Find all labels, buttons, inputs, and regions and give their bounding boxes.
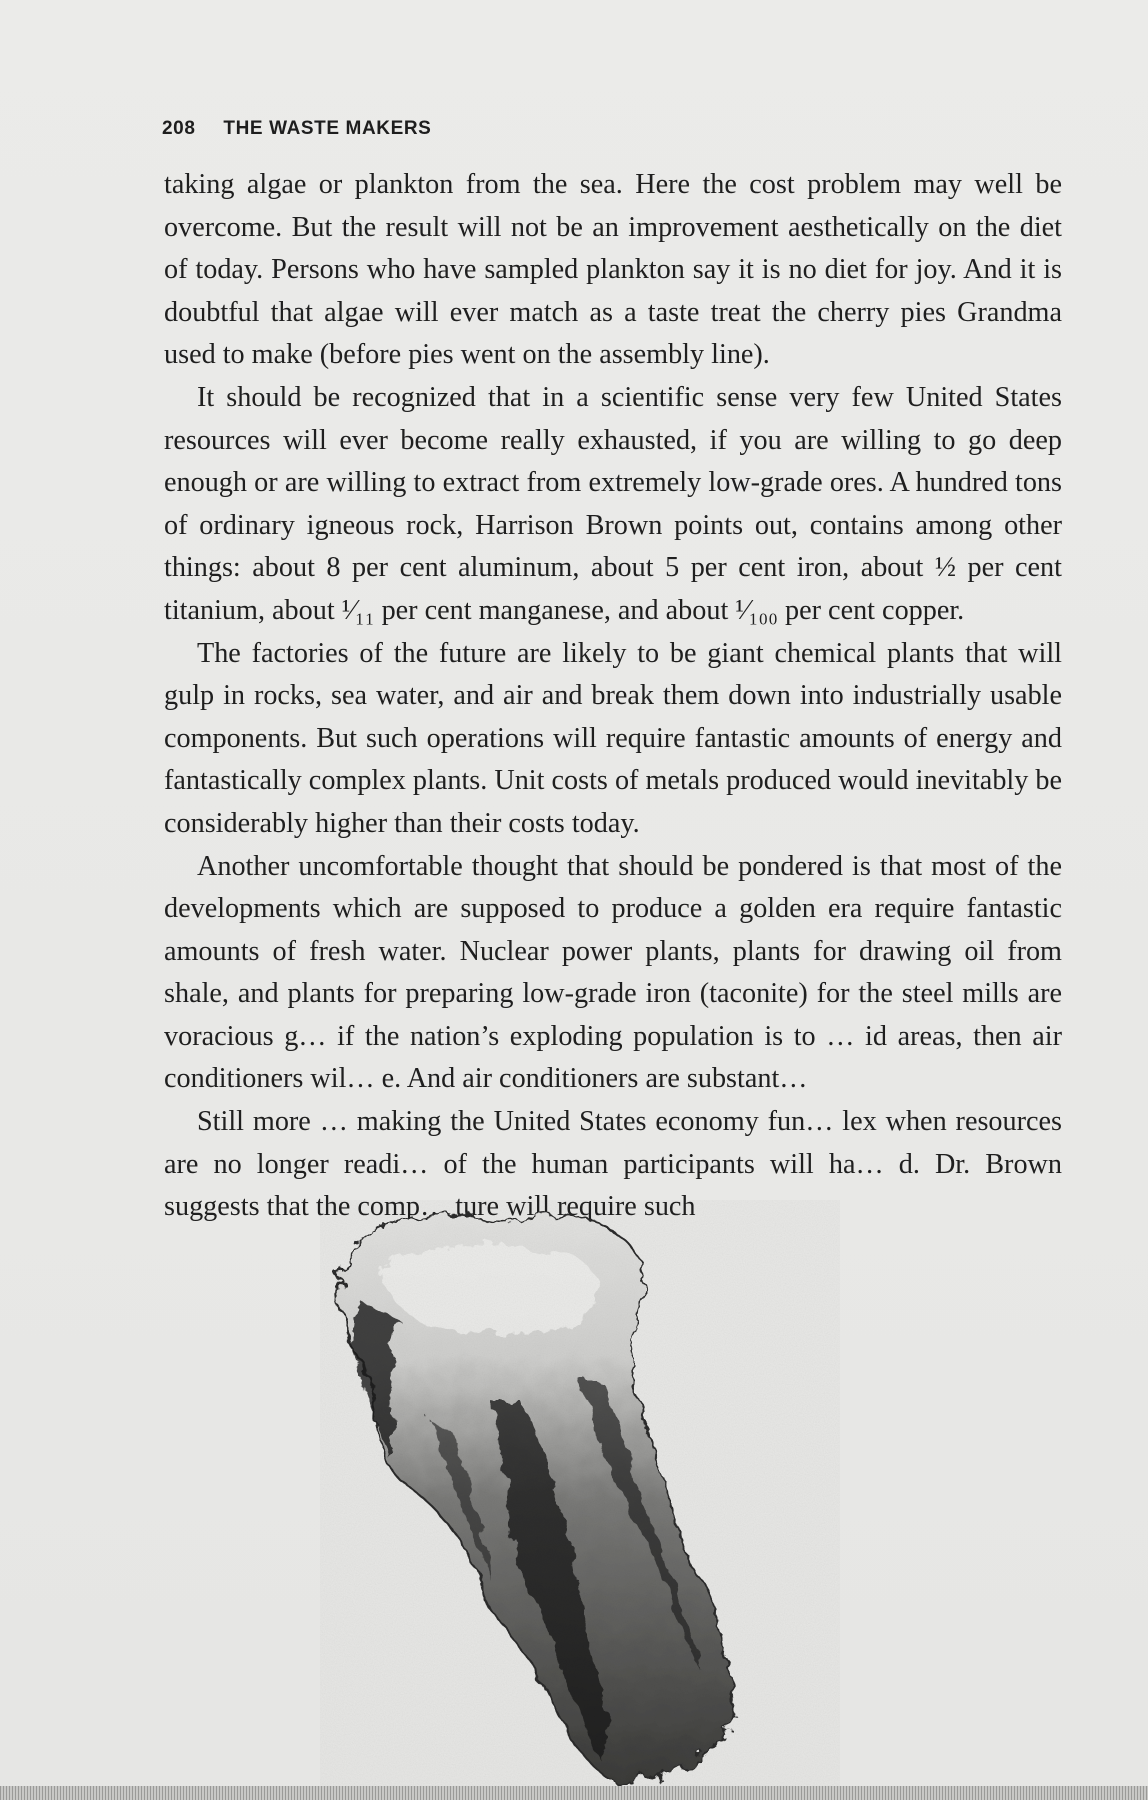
- scanner-edge: [0, 1786, 1148, 1800]
- paragraph-2: It should be recognized that in a scientific sense very few United States resources will ever become really exhausted, if you are willing to go deep enough or are willing to extract from extremely low-grade ores. A hundred tons of ordinary igneous rock, Harrison Brown points out, contains among other things: about 8 per cent aluminum, about 5 per cent iron, about ½ per cent titanium, about ¹⁄₁₁ per cent manganese, and about ¹⁄₁₀₀ per cent copper.: [164, 381, 1062, 626]
- charcoal-drawing: [320, 1200, 840, 1800]
- paragraph-5: Still more … making the United States economy fun… lex when resources are no longer readi… of the human participants will ha… d. Dr. Brown suggests that the comp… ture will require such: [164, 1106, 1062, 1223]
- running-title: THE WASTE MAKERS: [223, 118, 432, 139]
- page-number: 208: [162, 118, 196, 139]
- paragraph-3: The factories of the future are likely to be giant chemical plants that will gulp in rocks, sea water, and air and break them down into industrially usable components. But such operations will require fantastic amounts of energy and fantastically complex plants. Unit costs of metals produced would inevitably be considerably higher than their costs today.: [164, 637, 1062, 839]
- running-head: [162, 118, 431, 140]
- paragraph-1: taking algae or plankton from the sea. Here the cost problem may well be overcome. But the result will not be an improvement aesthetically on the diet of today. Persons who have sampled plankton say it is no diet for joy. And it is doubtful that algae will ever match as a taste treat the cherry pies Grandma used to make (before pies went on the assembly line).: [164, 169, 1062, 371]
- paragraph-4: Another uncomfortable thought that should be pondered is that most of the developments which are supposed to produce a golden era require fantastic amounts of fresh water. Nuclear power plants, plants for drawing oil from shale, and plants for preparing low-grade iron (taconite) for the steel mills are voracious g… if the nation’s exploding population is to … id areas, then air conditioners wil… e. And air conditioners are substant…: [164, 850, 1062, 1095]
- body-text: [164, 164, 1062, 1229]
